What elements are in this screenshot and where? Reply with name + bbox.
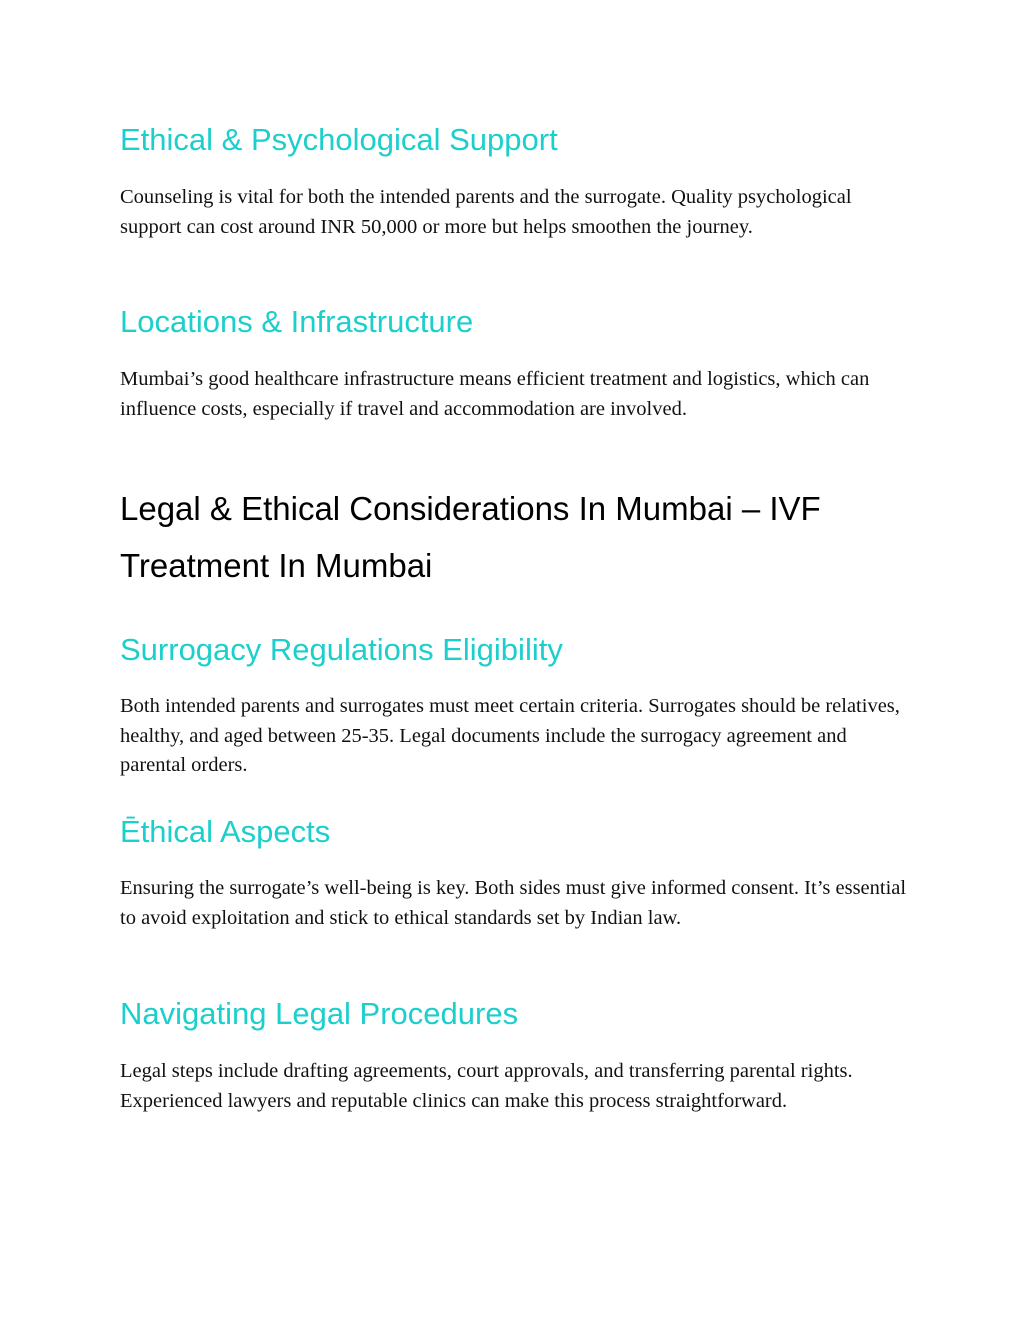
section-heading-ethical-aspects: Ēthical Aspects [120, 814, 331, 849]
section-body-ethical-aspects: Ensuring the surrogate’s well-being is key. Both sides must give informed consent. It’s essential to avoid exploitation and stick to ethical standards set by Indian law. [120, 877, 907, 929]
section-heading-navigating-legal-procedures: Navigating Legal Procedures [120, 996, 519, 1031]
section-heading-ethical-psychological-support: Ethical & Psychological Support [120, 122, 558, 157]
main-heading-legal-ethical-considerations: Legal & Ethical Considerations In Mumbai – IVF Treatment In Mumbai [120, 490, 821, 584]
section-body-navigating-legal-procedures: Legal steps include drafting agreements, court approvals, and transferring parental rights. Experienced lawyers and reputable clinics can make this process straightforward. [120, 1060, 853, 1112]
section-body-locations-infrastructure: Mumbai’s good healthcare infrastructure means efficient treatment and logistics, which can influence costs, especially if travel and accommodation are involved. [120, 368, 870, 420]
section-heading-locations-infrastructure: Locations & Infrastructure [120, 304, 474, 339]
section-body-ethical-psychological-support: Counseling is vital for both the intended parents and the surrogate. Quality psychological support can cost around INR 50,000 or more but helps smoothen the journey. [120, 186, 852, 238]
section-heading-surrogacy-regulations: Surrogacy Regulations Eligibility [120, 632, 563, 667]
section-body-surrogacy-regulations: Both intended parents and surrogates must meet certain criteria. Surrogates should be relatives, healthy, and aged between 25-35. Legal documents include the surrogacy agreement and parental orders. [120, 695, 900, 776]
